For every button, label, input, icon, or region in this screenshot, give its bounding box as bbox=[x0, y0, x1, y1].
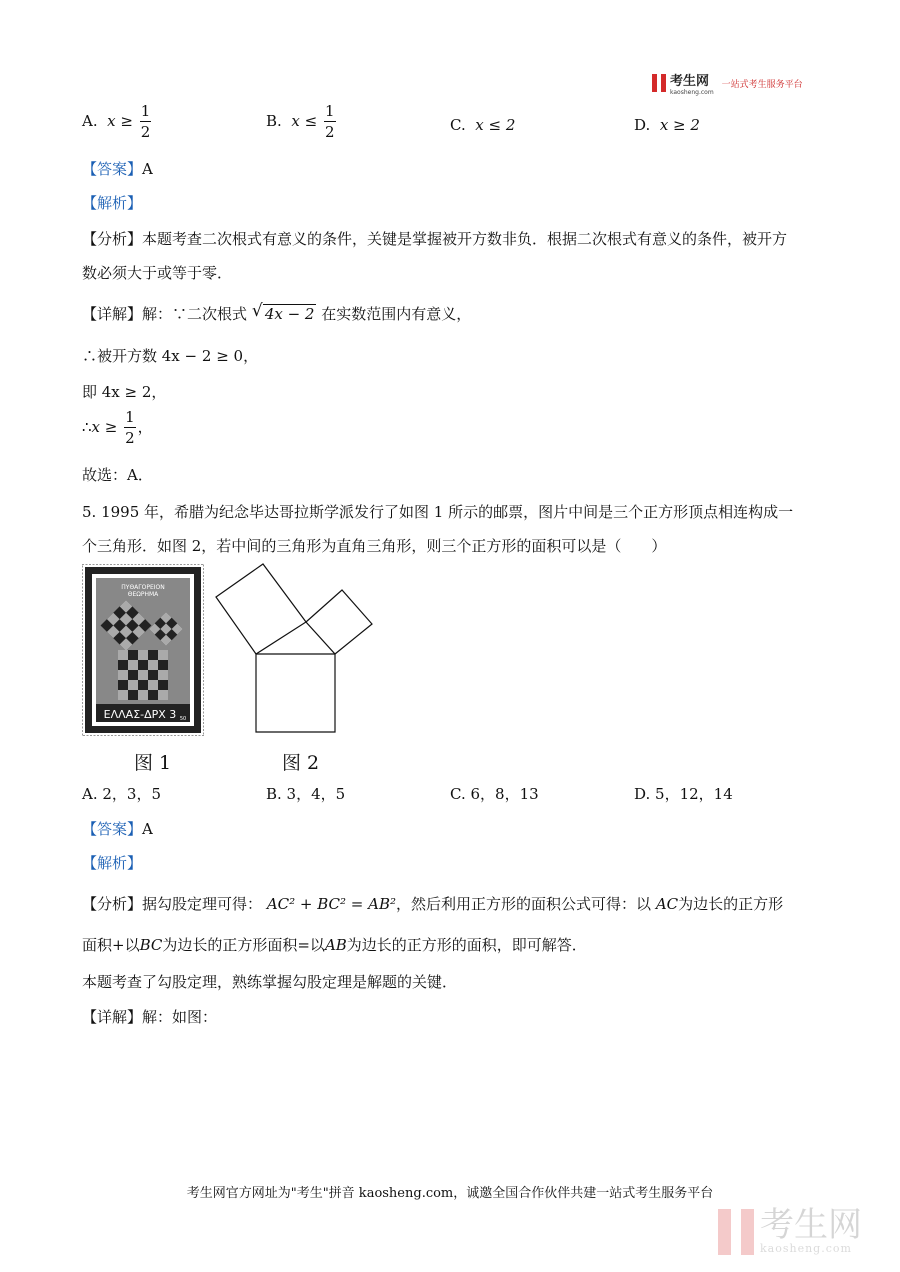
square-ab bbox=[256, 654, 335, 732]
q4-analysis-tag: 【解析】 bbox=[82, 194, 143, 212]
q5-answer: 【答案】A bbox=[82, 820, 153, 838]
stamp-figure bbox=[82, 564, 204, 736]
logo-url: kaosheng.com bbox=[670, 88, 714, 96]
fraction: $\frac{1}{2}$ bbox=[125, 408, 135, 447]
q5-fenxi-line2: 面积+以BC为边长的正方形面积=以AB为边长的正方形的面积，即可解答． bbox=[82, 936, 587, 954]
q4-option-d: D. x ≥ 2 bbox=[634, 116, 700, 134]
svg-text:50: 50 bbox=[179, 716, 187, 722]
q4-conclusion: 故选：A． bbox=[82, 466, 153, 484]
q4-fenxi-line1: 【分析】本题考查二次根式有意义的条件，关键是掌握被开方数非负．根据二次根式有意义的条件，被开方 bbox=[82, 230, 788, 248]
q4-step1: ∴被开方数 4x − 2 ≥ 0， bbox=[82, 347, 259, 365]
fig2-caption: 图 2 bbox=[282, 752, 320, 774]
fraction: $\frac{1}{2}$ bbox=[140, 102, 151, 141]
square-bc bbox=[306, 590, 372, 654]
watermark-icon bbox=[718, 1209, 754, 1255]
q4-fenxi-line2: 数必须大于或等于零． bbox=[82, 264, 233, 282]
fraction: $\frac{1}{2}$ bbox=[324, 102, 335, 141]
q5-option-a: A. 2，3，5 bbox=[82, 785, 161, 803]
q5-option-d: D. 5，12，14 bbox=[634, 785, 733, 803]
q5-option-b: B. 3，4，5 bbox=[266, 785, 346, 803]
checker-square-bottom bbox=[118, 650, 168, 700]
q4-xiangjie: 【详解】解：∵二次根式 √ 4x − 2 在实数范围内有意义， bbox=[82, 301, 472, 323]
three-squares-figure bbox=[212, 562, 376, 736]
logo-text: 考生网 bbox=[670, 73, 710, 89]
q4-step2: 即 4x ≥ 2， bbox=[82, 383, 167, 401]
q4-option-b: B. x ≤ $\frac{1}{2}$ bbox=[266, 102, 335, 141]
q5-xiangjie: 【详解】解：如图： bbox=[82, 1008, 218, 1026]
q4-option-a: A. x ≥ $\frac{1}{2}$ bbox=[82, 102, 151, 141]
page-footer: 考生网官方网址为"考生"拼音 kaosheng.com，诚邀全国合作伙伴共建一站式考生服务平台 bbox=[186, 1186, 714, 1201]
svg-text:ΠΥΘΑΓΟΡΕΙΟΝ: ΠΥΘΑΓΟΡΕΙΟΝ bbox=[121, 584, 165, 591]
q5-stem-line2: 个三角形．如图 2，若中间的三角形为直角三角形，则三个正方形的面积可以是（ ） bbox=[82, 537, 667, 555]
q5-fenxi-line1: 【分析】据勾股定理可得： AC² + BC² = AB²，然后利用正方形的面积公式可得：以 AC为边长的正方形 bbox=[82, 895, 784, 913]
q5-summary: 本题考查了勾股定理，熟练掌握勾股定理是解题的关键． bbox=[82, 973, 458, 991]
logo-slogan: 一站式考生服务平台 bbox=[721, 79, 803, 90]
fig1-caption: 图 1 bbox=[134, 752, 172, 774]
logo-icon bbox=[652, 74, 666, 92]
watermark-logo: 考生网 kaosheng.com bbox=[718, 1208, 862, 1255]
site-logo bbox=[652, 72, 803, 94]
q5-stem-line1: 5. 1995 年，希腊为纪念毕达哥拉斯学派发行了如图 1 所示的邮票，图片中间是三个正方形顶点相连构成一 bbox=[82, 503, 794, 521]
q4-answer: 【答案】A bbox=[82, 160, 153, 178]
q4-step3: ∴x ≥ $\frac{1}{2}$ ， bbox=[82, 408, 153, 447]
q4-option-c: C. x ≤ 2 bbox=[450, 116, 516, 134]
square-ac bbox=[216, 564, 306, 654]
svg-text:ΕΛΛΑΣ-ΔΡΧ 3: ΕΛΛΑΣ-ΔΡΧ 3 bbox=[103, 708, 177, 721]
q5-analysis-tag: 【解析】 bbox=[82, 854, 143, 872]
svg-text:ΘΕΩΡΗΜΑ: ΘΕΩΡΗΜΑ bbox=[127, 591, 159, 598]
q5-option-c: C. 6，8，13 bbox=[450, 785, 539, 803]
sqrt-expression: √ 4x − 2 bbox=[251, 301, 315, 323]
